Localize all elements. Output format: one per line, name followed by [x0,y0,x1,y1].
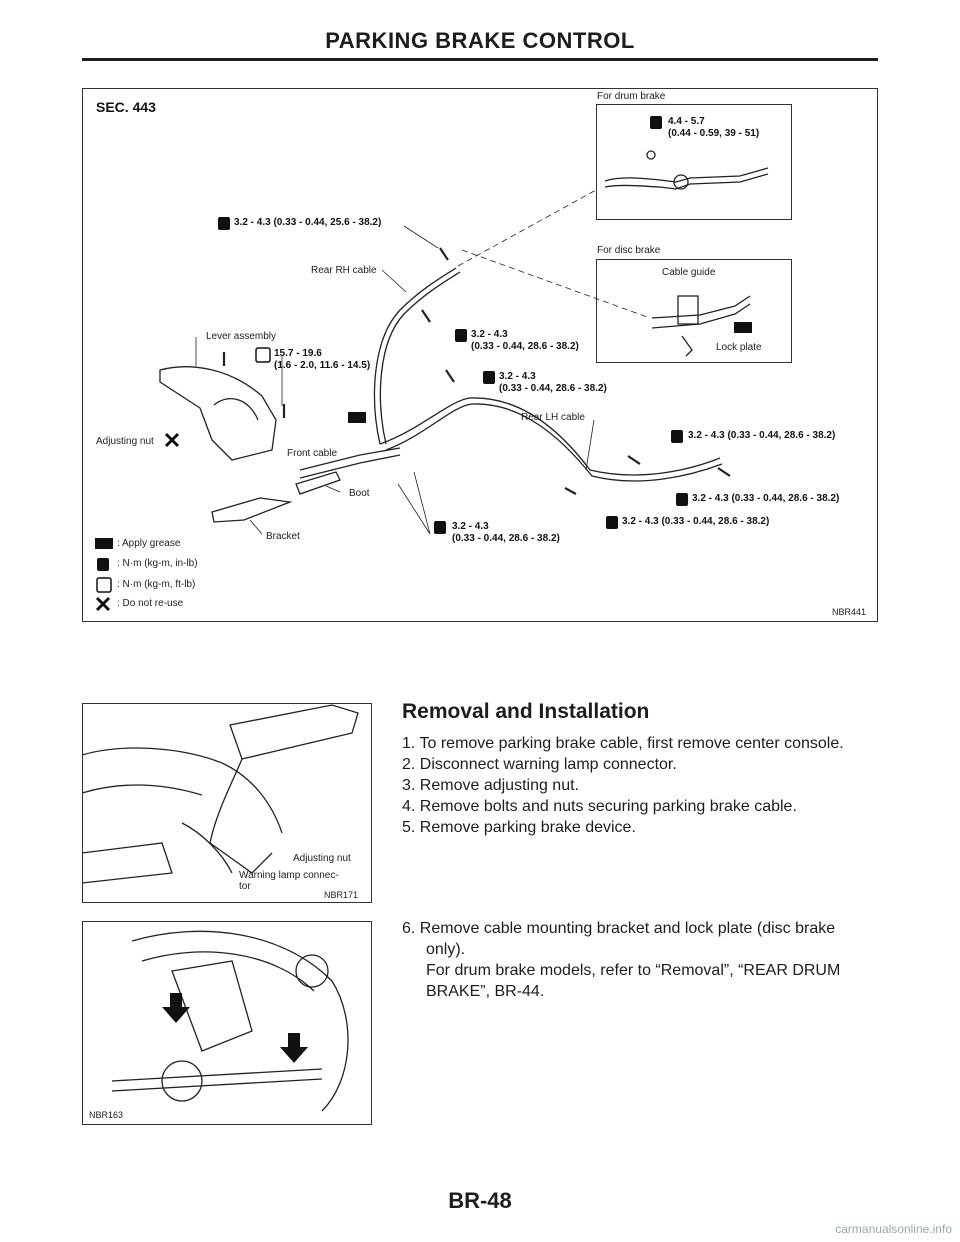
rear-rh-cable-label: Rear RH cable [311,265,377,276]
page-number: BR-48 [448,1188,512,1213]
torque-right3: 3.2 - 4.3 (0.33 - 0.44, 28.6 - 38.2) [622,516,770,527]
fig2-warning-lamp-label-2: tor [239,881,251,892]
fig3-figure-id: NBR163 [89,1110,124,1120]
step-5: 5. Remove parking brake device. [402,819,636,836]
legend-nm-ftlb: : N·m (kg-m, ft-lb) [117,579,196,590]
disc-brake-label: For disc brake [597,245,661,256]
drum-torque: 4.4 - 5.7 [668,116,705,127]
fig2-warning-lamp-label-1: Warning lamp connec- [239,870,339,881]
legend-nm-inlb: : N·m (kg-m, in-lb) [117,558,198,569]
torque-right1: 3.2 - 4.3 (0.33 - 0.44, 28.6 - 38.2) [688,430,836,441]
header-rule [82,58,878,61]
page-header-title: PARKING BRAKE CONTROL [325,28,635,53]
step-1: 1. To remove parking brake cable, first remove center console. [402,735,844,752]
legend-grease: : Apply grease [117,538,181,549]
bracket-label: Bracket [266,531,300,542]
section-title: Removal and Installation [402,700,650,723]
watermark: carmanualsonline.info [835,1222,952,1236]
boot-label: Boot [349,488,370,499]
cable-guide-label: Cable guide [662,267,716,278]
removal-steps [402,733,882,838]
lever-torque-sub: (1.6 - 2.0, 11.6 - 14.5) [274,360,371,371]
step-4: 4. Remove bolts and nuts securing parking brake cable. [402,798,797,815]
step-3: 3. Remove adjusting nut. [402,777,579,794]
adjusting-nut-label: Adjusting nut [96,436,154,447]
step-2: 2. Disconnect warning lamp connector. [402,756,677,773]
step-6-line-2: only). [426,941,466,958]
lever-torque: 15.7 - 19.6 [274,348,322,359]
figure-nbr163-art [82,921,372,1125]
drum-torque-sub: (0.44 - 0.59, 39 - 51) [668,128,760,139]
fig2-figure-id: NBR171 [324,890,359,900]
torque-mid2-sub: (0.33 - 0.44, 28.6 - 38.2) [499,383,607,394]
torque-mid2: 3.2 - 4.3 [499,371,536,382]
lock-plate-label: Lock plate [716,342,762,353]
torque-mid1: 3.2 - 4.3 [471,329,508,340]
figure-id-main: NBR441 [832,607,867,617]
step-6-line-3: For drum brake models, refer to “Removal”, “REAR DRUM [426,962,841,979]
torque-top: 3.2 - 4.3 (0.33 - 0.44, 25.6 - 38.2) [234,217,382,228]
torque-bottom: 3.2 - 4.3 [452,521,489,532]
lever-assembly-label: Lever assembly [206,331,277,342]
drum-brake-label: For drum brake [597,91,666,102]
front-cable-label: Front cable [287,448,338,459]
section-number: SEC. 443 [96,99,156,115]
step-6-line-4: BRAKE”, BR-44. [426,983,545,1000]
step-6-block [402,918,882,1002]
torque-right2: 3.2 - 4.3 (0.33 - 0.44, 28.6 - 38.2) [692,493,840,504]
torque-mid1-sub: (0.33 - 0.44, 28.6 - 38.2) [471,341,579,352]
legend-do-not-reuse: : Do not re-use [117,598,184,609]
torque-bottom-sub: (0.33 - 0.44, 28.6 - 38.2) [452,533,560,544]
fig2-adjusting-nut-label: Adjusting nut [293,853,351,864]
rear-lh-cable-label: Rear LH cable [521,412,585,423]
step-6-line-1: 6. Remove cable mounting bracket and lock plate (disc brake [402,920,836,937]
